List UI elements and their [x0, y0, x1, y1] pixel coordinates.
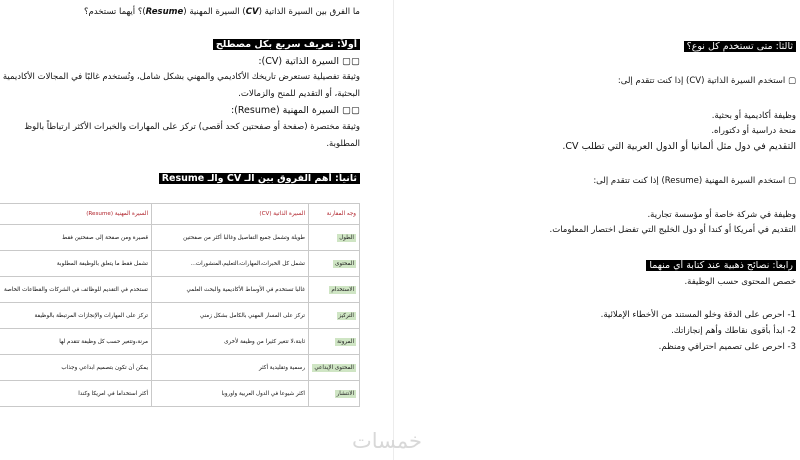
- table-cell-key: [309, 277, 360, 303]
- resume-when-item: وظيفة في شركة خاصة أو مؤسسة تجارية.: [647, 210, 796, 220]
- cv-when: ▢ استخدم السيرة الذاتية (CV) إذا كنت تتقدم إلى:: [617, 76, 796, 86]
- section4-title-row: [646, 259, 796, 273]
- table-row: [0, 381, 360, 407]
- question-cv: CV: [245, 7, 259, 17]
- table-cell-key: [309, 303, 360, 329]
- table-cell-key: [309, 251, 360, 277]
- question-resume: Resume: [145, 7, 184, 17]
- question-heading: [84, 6, 360, 19]
- cv-desc-2: البحثية، أو التقديم للمنح والزمالات.: [238, 89, 360, 99]
- cv-when-item: وظيفة أكاديمية أو بحثية.: [711, 111, 796, 121]
- table-key-label: المرونة: [337, 338, 354, 345]
- tip-item: 1- احرص على الدقة وخلو المستند من الأخطاء الإملائية.: [600, 310, 796, 320]
- table-row: [0, 251, 360, 277]
- question-post: )؟ أيهما تستخدم؟: [84, 7, 146, 17]
- table-header-row: [0, 204, 360, 225]
- section3-title: ثالثاً: متى تستخدم كل نوع؟: [684, 41, 796, 52]
- table-key-label: الطول: [339, 234, 354, 241]
- table-cell: يمكن أن تكون بتصميم ابداعي وجذاب: [0, 355, 152, 381]
- document-page-left: [0, 0, 362, 397]
- table-cell: أكثر استخداما في امريكا وكندا: [0, 381, 152, 407]
- resume-desc-1: وثيقة مختصرة (صفحة أو صفحتين كحد أقصى) تركز على المهارات والخبرات الأكثر ارتباطاً بالوظ: [24, 122, 360, 132]
- table-cell: تشمل كل الخبرات،المهارات،التعليم،المنشورات...: [152, 251, 309, 277]
- table-key-label: المحتوى: [334, 260, 354, 267]
- cv-when-item: منحة دراسية أو دكتوراه.: [711, 126, 796, 136]
- table-cell-key: [309, 329, 360, 355]
- section1-title-row: [213, 38, 360, 52]
- table-header-cell: وجه المقارنة: [309, 204, 360, 225]
- table-key-label: الاستخدام: [331, 286, 354, 293]
- question-mid: ) السيرة المهنية (: [183, 7, 246, 17]
- table-cell: رسمية وتقليدية أكثر: [152, 355, 309, 381]
- table-cell-key: [309, 355, 360, 381]
- table-cell: تشمل فقط ما يتعلق بالوظيفة المطلوبة: [0, 251, 152, 277]
- table-cell: مرنة،وتتغير حسب كل وظيفة تتقدم لها: [0, 329, 152, 355]
- table-key-label: المحتوى الإبداعي: [314, 364, 354, 371]
- table-cell: تركز على المسار المهني بالكامل بشكل زمني: [152, 303, 309, 329]
- table-row: [0, 277, 360, 303]
- table-cell: تستخدم في التقديم للوظائف في الشركات والقطاعات الخاصة: [0, 277, 152, 303]
- table-cell: غالبا تستخدم في الأوساط الأكاديمية والبحث العلمي: [152, 277, 309, 303]
- section4-title: رابعاً: نصائح ذهبية عند كتابة أي منهما: [646, 260, 796, 271]
- tips-intro: خصص المحتوى حسب الوظيفة.: [684, 277, 796, 287]
- question-pre: ما الفرق بين السيرة الذاتية (: [258, 7, 360, 17]
- tip-item: 2- ابدأ بأقوى نقاطك وأهم إنجازاتك.: [671, 326, 796, 336]
- table-cell-key: [309, 381, 360, 407]
- section3-title-row: [684, 40, 796, 54]
- table-row: [0, 225, 360, 251]
- table-key-label: التركيز: [338, 312, 354, 319]
- section1-title: أولاً: تعريف سريع بكل مصطلح: [213, 39, 360, 50]
- table-cell-key: [309, 225, 360, 251]
- table-cell: ثابتة،لا تتغير كثيرا من وظيفة لأخرى: [152, 329, 309, 355]
- table-cell: طويلة وتشمل جميع التفاصيل وغالبا أكثر من صفحتين: [152, 225, 309, 251]
- table-cell: قصيرة ومن صفحة إلى صفحتين فقط: [0, 225, 152, 251]
- table-header-cell: السيرة المهنية (Resume): [0, 204, 152, 225]
- resume-label: ▢▢ السيرة المهنية (Resume):: [230, 105, 360, 116]
- table-cell: اكثر شيوعا في الدول العربية واوروبا: [152, 381, 309, 407]
- table-row: [0, 303, 360, 329]
- resume-desc-2: المطلوبة.: [326, 139, 360, 149]
- comparison-table: [0, 203, 360, 407]
- section2-title-row: [159, 172, 360, 186]
- tip-item: 3- احرص على تصميم احترافي ومنظم.: [658, 342, 796, 352]
- cv-desc-1: وثيقة تفصيلية تستعرض تاريخك الأكاديمي والمهني بشكل شامل، وتُستخدم غالبًا في المجالات الأكاديمية: [2, 72, 360, 82]
- table-key-label: الانتشار: [336, 390, 354, 397]
- table-header-cell: السيرة الذاتية (CV): [152, 204, 309, 225]
- resume-when-item: التقديم في أمريكا أو كندا أو دول الخليج التي تفضل اختصار المعلومات.: [549, 225, 796, 235]
- table-row: [0, 329, 360, 355]
- table-row: [0, 355, 360, 381]
- page-divider: [393, 0, 394, 460]
- table-cell: تركز على المهارات والإنجازات المرتبطة بالوظيفة: [0, 303, 152, 329]
- resume-when: ▢ استخدم السيرة المهنية (Resume) إذا كنت تتقدم إلى:: [593, 176, 796, 186]
- section2-title: ثانياً: أهم الفروق بين الـ CV والـ Resume: [159, 173, 360, 184]
- document-page-right: [423, 0, 800, 370]
- cv-label: ▢▢ السيرة الذاتية (CV):: [258, 56, 360, 67]
- cv-when-item: التقديم في دول مثل ألمانيا أو الدول العربية التي تطلب CV.: [562, 141, 796, 152]
- khamsat-watermark-logo: خمسات: [352, 429, 423, 453]
